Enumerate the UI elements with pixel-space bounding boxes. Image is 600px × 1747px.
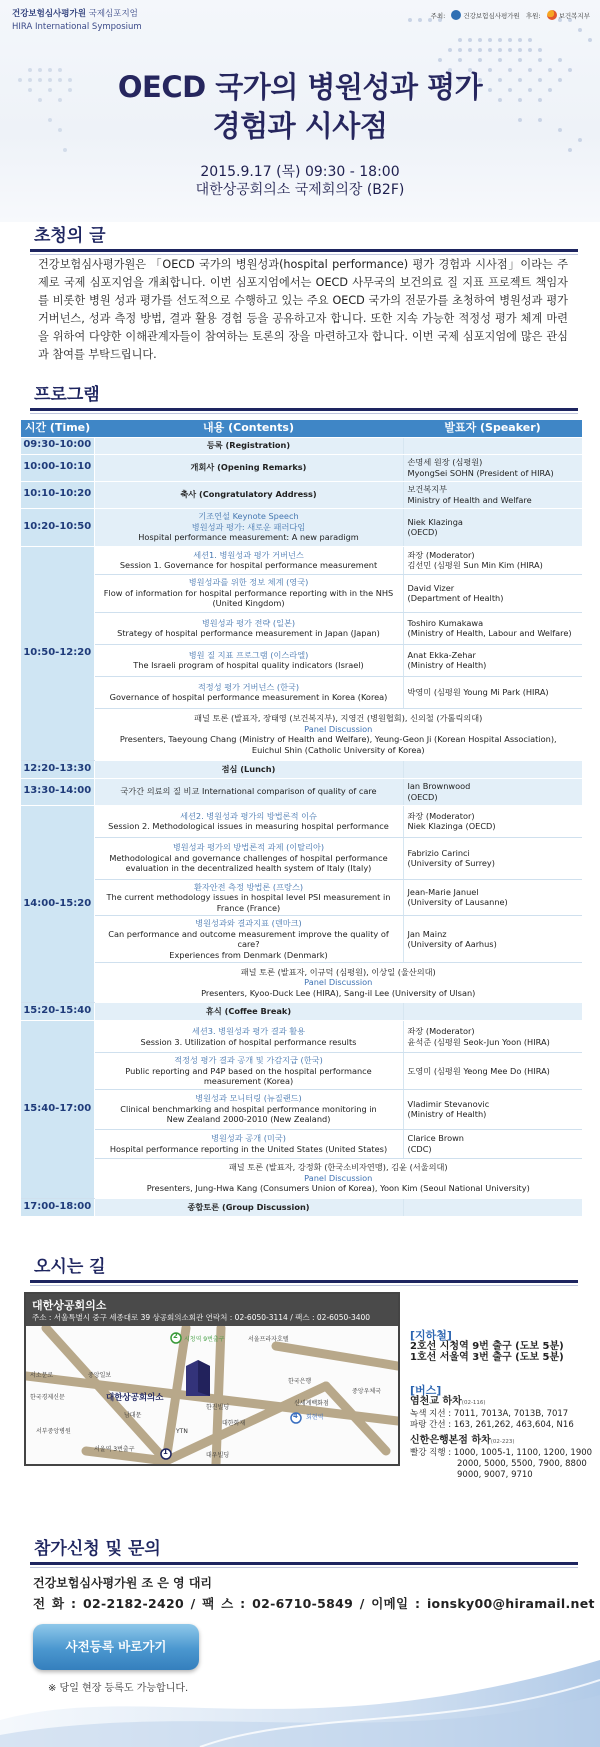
speaker-line: 윤석준 (심평원 Seok-Jun Yoon (HIRA): [407, 1036, 550, 1047]
speaker-line: David Vizer: [407, 582, 455, 593]
map-label: YTN: [176, 1428, 188, 1435]
row-content: [94, 676, 403, 708]
content-line: 병원성과 평가: 새로운 패러다임: [191, 521, 306, 532]
speaker-line: Anat Ekka-Zehar: [407, 649, 476, 660]
row-time: 12:20-13:30: [21, 760, 94, 778]
table-row: [21, 1053, 582, 1090]
map-label: 신세계백화점: [294, 1400, 329, 1407]
speaker-line: Toshiro Kumakawa: [407, 617, 484, 628]
table-row: [21, 805, 582, 837]
program-table-header: [21, 420, 582, 437]
content-line: 병원성과 평가 전략 (일본): [201, 617, 296, 628]
map-label: 서울역 3번출구: [94, 1446, 135, 1453]
speaker-line: 좌장 (Moderator): [407, 1026, 475, 1036]
venue-building-icon: [186, 1360, 210, 1396]
host-label: 주최:: [430, 11, 446, 20]
map-marker-number: 2: [173, 1332, 178, 1340]
speaker-line: (OECD): [407, 527, 438, 537]
map-address: 주소 : 서울특별시 중구 세종대로 39 상공회의소회관 연락처 : 02-6050-3114 / 팩스 : 02-6050-3400: [32, 1313, 371, 1322]
speaker-line: MyongSei SOHN (President of HIRA): [407, 467, 554, 478]
bus-info: [410, 1385, 592, 1481]
table-row: [21, 963, 582, 1003]
content-line: Governance of hospital performance measurement in Korea (Korea): [109, 692, 388, 702]
bus-stop-name: 신한은행본점 하차: [410, 1435, 491, 1446]
content-line: 패널 토론 (발표자, 장태영 (보건복지부), 지영건 (병원협회), 신의철 (가톨릭의대): [194, 713, 483, 723]
invitation-body: 건강보험심사평가원은 「OECD 국가의 병원성과(hospital performance) 평가 경험과 시사점」이라는 주제로 국제 심포지엄을 개최합니다. 이번 심포지엄에서는 OECD 사무국의 보건의료 질 지표 프로젝트 책임자를 비롯한 병원 성과 평가를 선도적으로 수행하고 있는 주요 OECD 국가의 전문가를 초청하여 병원성과 평가 거버넌스, 성과 측정 방법, 결과 활용 경험 등을 공유하고자 합니다. 또한 지속 가능한 적정성 평가 체계 마련을 위하여 다양한 이해관계자들이 참여하는 토론의 장을 마련하고자 합니다. 이번 국제 심포지엄에 많은 관심과 참여를 부탁드립니다.: [38, 258, 568, 361]
speaker-line: Jean-Marie Januel: [407, 886, 479, 897]
content-line: 패널 토론 (발표자, 이규덕 (심평원), 이상일 (울산의대): [240, 966, 436, 977]
content-line: Session 2. Methodological issues in measuring hospital performance: [108, 821, 389, 831]
content-line: Session 3. Utilization of hospital performance results: [140, 1036, 357, 1047]
location-map: [24, 1292, 400, 1466]
content-line: 병원성과와 결과지표 (덴마크): [195, 918, 302, 928]
row-time: 15:20-15:40: [21, 1003, 94, 1021]
content-line: Can performance and outcome measurement improve the quality of care?: [108, 928, 389, 949]
col-contents: 내용 (Contents): [94, 420, 403, 437]
supporter-name: 보건복지부: [558, 11, 590, 20]
row-content: [94, 879, 403, 916]
content-line: 적정성 평가 결과 공개 및 가감지급 (한국): [174, 1055, 323, 1065]
contact-heading-text: 참가신청 및 문의: [34, 1539, 161, 1559]
content-line: Strategy of hospital performance measurement in Japan (Japan): [117, 628, 380, 638]
row-content: [94, 1129, 403, 1158]
content-line: 환자안전 측정 방법론 (프랑스): [193, 881, 304, 892]
speaker-line: Clarice Brown: [407, 1133, 464, 1143]
bus-heading: [버스]: [410, 1384, 442, 1397]
row-content: [94, 1089, 403, 1129]
event-date-venue: [0, 163, 600, 199]
row-speaker: [403, 1021, 582, 1053]
map-label: 한국은행: [288, 1378, 312, 1385]
content-line: 적정성 평가 거버넌스 (한국): [197, 681, 300, 692]
map-label: 회현역: [306, 1414, 324, 1421]
col-speaker: 발표자 (Speaker): [403, 420, 582, 437]
bus-route-line: 9000, 9007, 9710: [457, 1470, 533, 1480]
table-row: [21, 454, 582, 481]
speaker-line: Fabrizio Carinci: [407, 847, 470, 858]
row-time: 13:30-14:00: [21, 778, 94, 805]
col-time: 시간 (Time): [21, 420, 94, 437]
invitation-heading: [30, 222, 578, 252]
bus-stop-code: (02-116): [461, 1400, 486, 1406]
row-content: 국가간 의료의 질 비교 International comparison of quality of care: [94, 778, 403, 805]
speaker-line: Ian Brownwood: [407, 781, 471, 791]
content-line: Panel Discussion: [304, 723, 373, 734]
map-label: 대우빌딩: [206, 1452, 230, 1459]
map-label: 한진빌딩: [206, 1404, 230, 1411]
row-speaker: [403, 805, 582, 837]
table-row: [21, 508, 582, 546]
row-content: 개회사 (Opening Remarks): [94, 454, 403, 481]
content-line: 기조연설 Keynote Speech: [198, 511, 299, 522]
map-label: 중앙일보: [88, 1372, 112, 1379]
table-row: [21, 612, 582, 644]
row-speaker: [403, 916, 582, 963]
speaker-line: (CDC): [407, 1143, 432, 1154]
content-line: Panel Discussion: [304, 977, 373, 988]
content-line: Clinical benchmarking and hospital performance monitoring in: [120, 1103, 377, 1114]
speaker-line: 김선민 (심평원 Sun Min Kim (HIRA): [407, 560, 543, 570]
row-speaker: 박영미 (심평원 Young Mi Park (HIRA): [403, 676, 582, 708]
org-sub-kr: 국제심포지엄: [88, 9, 138, 19]
row-speaker: [403, 644, 582, 676]
table-row: [21, 644, 582, 676]
preregistration-button[interactable]: 사전등록 바로가기: [33, 1624, 199, 1670]
row-speaker: [403, 574, 582, 612]
bus-route-line: 파랑 간선 : 163, 261,262, 463,604, N16: [410, 1420, 574, 1430]
content-line: Presenters, Taeyoung Chang (Ministry of Health and Welfare), Yeung-Geon Ji (Korean Hospital Association),: [119, 734, 557, 744]
row-speaker: [403, 508, 582, 546]
title-line-2: 경험과 시사점: [212, 109, 388, 143]
subway-line: 2호선 시청역 9번 출구 (도보 5분): [410, 1341, 564, 1352]
speaker-line: 손명세 원장 (심평원): [407, 457, 483, 467]
row-speaker: [403, 778, 582, 805]
bus-route-line: 2000, 5000, 5500, 7900, 8800: [457, 1459, 587, 1469]
row-time: 14:00-15:20: [21, 805, 94, 1003]
row-content: [94, 546, 403, 574]
header-banner: [0, 0, 600, 222]
map-marker-number: 4: [293, 1412, 298, 1420]
row-content: [94, 805, 403, 837]
content-line: 세션1. 병원성과 평가 거버넌스: [193, 549, 304, 560]
content-line: 병원성과 공개 (미국): [211, 1133, 286, 1143]
speaker-line: (Ministry of Health): [407, 1109, 487, 1119]
row-time: 10:10-10:20: [21, 481, 94, 508]
content-line: Methodological and governance challenges of hospital performance: [109, 852, 388, 863]
map-venue-label: 대한상공회의소: [106, 1393, 164, 1403]
row-speaker: [403, 1003, 582, 1021]
content-line: 병원성과 모니터링 (뉴질랜드): [195, 1093, 302, 1104]
speaker-line: 좌장 (Moderator): [407, 549, 475, 560]
map-label: 중앙우체국: [352, 1388, 381, 1395]
row-speaker: [403, 1129, 582, 1158]
bus-stop-code: (02-223): [490, 1439, 515, 1445]
mohw-mark-icon: [547, 10, 557, 20]
content-line: 패널 토론 (발표자, 강정화 (한국소비자연맹), 김윤 (서울의대): [228, 1162, 448, 1173]
organizer-logo-text: [12, 8, 142, 34]
bus-route-line: 녹색 지선 : 7011, 7013A, 7013B, 7017: [410, 1409, 569, 1419]
content-line: 병원성과 평가의 방법론적 과제 (이탈리아): [172, 842, 325, 853]
row-time: 17:00-18:00: [21, 1198, 94, 1216]
directions-heading: [30, 1253, 578, 1283]
row-content: 등록 (Registration): [94, 437, 403, 454]
subway-line: 1호선 서울역 3번 출구 (도보 5분): [410, 1352, 564, 1363]
row-speaker: [403, 1198, 582, 1216]
table-row: [21, 708, 582, 760]
row-speaker: [403, 454, 582, 481]
content-line: 세션2. 병원성과 평가의 방법론적 이슈: [180, 810, 317, 821]
table-row: [21, 1003, 582, 1021]
table-row: [21, 760, 582, 778]
content-line: Presenters, Jung-Hwa Kang (Consumers Union of Korea), Yoon Kim (Seoul National University): [146, 1183, 530, 1194]
table-row: [21, 1198, 582, 1216]
onsite-registration-note: ※ 당일 현장 등록도 가능합니다.: [48, 1683, 189, 1694]
map-label: 한국경제신문: [30, 1394, 65, 1401]
content-line: 병원성과를 위한 정보 체계 (영국): [188, 577, 309, 588]
content-line: Hospital performance measurement: A new paradigm: [138, 532, 359, 543]
subway-heading: [지하철]: [410, 1329, 452, 1342]
row-content: [94, 574, 403, 612]
map-label: 서울프라자호텔: [248, 1336, 289, 1343]
row-speaker: [403, 1089, 582, 1129]
content-line: The current methodology issues in hospital level PSI measurement in France (France): [106, 892, 391, 913]
row-speaker: [403, 612, 582, 644]
event-date: 2015.9.17 (목) 09:30 - 18:00: [200, 164, 400, 180]
map-roads-graphic: [26, 1326, 398, 1464]
map-label: 서소문로: [30, 1372, 54, 1379]
map-marker-number: 1: [163, 1448, 168, 1456]
content-line: Panel Discussion: [304, 1172, 373, 1183]
contact-details: 전 화 : 02-2182-2420 / 팩 스 : 02-6710-5849 / 이메일 : ionsky00@hiramail.net: [33, 1596, 595, 1611]
speaker-line: 좌장 (Moderator): [407, 810, 475, 821]
content-line: Session 1. Governance for hospital performance measurement: [119, 560, 378, 570]
row-content: [94, 508, 403, 546]
row-content: [94, 1053, 403, 1090]
panel-discussion: [94, 1158, 582, 1198]
content-line: Euichul Shin (Catholic University of Korea): [251, 744, 425, 755]
table-row: [21, 1158, 582, 1198]
speaker-line: Jan Mainz: [407, 928, 447, 939]
org-name-en: HIRA International Symposium: [12, 22, 142, 32]
bus-route-line: 빨강 직행 : 1000, 1005-1, 1100, 1200, 1900: [410, 1448, 593, 1458]
row-speaker: [403, 837, 582, 879]
map-label: 대한화재: [222, 1420, 246, 1427]
speaker-line: Niek Klazinga: [407, 516, 463, 527]
row-content: [94, 644, 403, 676]
map-header: [26, 1294, 398, 1326]
speaker-line: 보건복지부: [407, 484, 448, 494]
directions-heading-text: 오시는 길: [34, 1257, 106, 1277]
row-time: 10:00-10:10: [21, 454, 94, 481]
map-venue-name: 대한상공회의소: [32, 1299, 107, 1312]
table-row: [21, 676, 582, 708]
sponsor-logos: [431, 10, 590, 20]
content-line: New Zealand 2000-2010 (New Zealand): [166, 1114, 331, 1125]
program-table: [21, 420, 582, 1217]
table-row: [21, 837, 582, 879]
content-line: 세션3. 병원성과 평가 결과 활용: [191, 1026, 306, 1036]
row-content: 휴식 (Coffee Break): [94, 1003, 403, 1021]
content-line: The Israeli program of hospital quality indicators (Israel): [133, 660, 364, 670]
speaker-line: (University of Aarhus): [407, 939, 497, 949]
row-content: [94, 1021, 403, 1053]
row-content: 점심 (Lunch): [94, 760, 403, 778]
row-content: 축사 (Congratulatory Address): [94, 481, 403, 508]
host-name: 건강보험심사평가원: [463, 11, 520, 20]
event-venue: 대한상공회의소 국제회의장 (B2F): [195, 182, 405, 198]
row-content: [94, 837, 403, 879]
content-line: 병원 질 지표 프로그램 (이스라엘): [188, 649, 309, 660]
panel-discussion: [94, 963, 582, 1003]
row-speaker: [403, 760, 582, 778]
hira-mark-icon: [451, 10, 461, 20]
content-line: Hospital performance reporting in the United States (United States): [109, 1143, 388, 1154]
speaker-line: Vladimir Stevanovic: [407, 1098, 490, 1109]
row-time: 10:20-10:50: [21, 508, 94, 546]
content-line: Experiences from Denmark (Denmark): [169, 949, 328, 960]
row-speaker: [403, 481, 582, 508]
hira-logo: [451, 10, 520, 20]
speaker-line: (University of Lausanne): [407, 897, 508, 908]
speaker-line: (Ministry of Health): [407, 660, 487, 670]
content-line: Public reporting and P4P based on the hospital performance measurement (Korea): [125, 1065, 372, 1086]
row-content: 종합토론 (Group Discussion): [94, 1198, 403, 1216]
table-row: [21, 1021, 582, 1053]
table-row: [21, 1129, 582, 1158]
map-label: 남대문: [124, 1412, 142, 1419]
content-line: evaluation in the decentralized health system of Italy (Italy): [125, 863, 372, 874]
row-time: 10:50-12:20: [21, 546, 94, 760]
map-label: 서부중앙병원: [36, 1428, 71, 1435]
table-row: [21, 546, 582, 574]
table-row: [21, 916, 582, 963]
speaker-line: (Ministry of Health, Labour and Welfare): [407, 628, 572, 638]
speaker-line: (Department of Health): [407, 593, 504, 603]
supporter-label: 후원:: [525, 11, 541, 20]
table-row: [21, 879, 582, 916]
row-speaker: [403, 437, 582, 454]
subway-info: [410, 1330, 564, 1363]
row-speaker: 도영미 (심평원 Yeong Mee Do (HIRA): [403, 1053, 582, 1090]
decorative-waves-graphic: [0, 1600, 600, 1747]
bus-stop-name: 염천교 하차: [410, 1396, 462, 1407]
invitation-heading-text: 초청의 글: [34, 226, 106, 246]
table-row: [21, 1089, 582, 1129]
speaker-line: (OECD): [407, 791, 438, 802]
map-label: 시청역 9번출구: [184, 1336, 225, 1343]
contact-heading: [30, 1535, 578, 1565]
row-content: [94, 916, 403, 963]
speaker-line: (University of Surrey): [407, 858, 495, 868]
program-heading-text: 프로그램: [34, 385, 100, 405]
panel-discussion: [94, 708, 582, 760]
table-row: [21, 574, 582, 612]
speaker-line: Ministry of Health and Welfare: [407, 494, 532, 505]
mohw-logo: [547, 10, 590, 20]
title-line-1: OECD 국가의 병원성과 평가: [117, 70, 483, 104]
row-time: 09:30-10:00: [21, 437, 94, 454]
program-heading: [30, 381, 578, 411]
row-content: [94, 612, 403, 644]
row-speaker: [403, 546, 582, 574]
table-row: [21, 437, 582, 454]
speaker-line: Niek Klazinga (OECD): [407, 821, 496, 831]
content-line: (United Kingdom): [212, 598, 285, 609]
contact-person: 건강보험심사평가원 조 은 영 대리: [33, 1576, 213, 1590]
row-speaker: [403, 879, 582, 916]
org-name-kr: 건강보험심사평가원: [12, 9, 86, 19]
table-row: [21, 778, 582, 805]
content-line: Flow of information for hospital performance reporting with in the NHS: [103, 587, 394, 598]
table-row: [21, 481, 582, 508]
row-time: 15:40-17:00: [21, 1021, 94, 1199]
content-line: Presenters, Kyoo-Duck Lee (HIRA), Sang-il Lee (University of Ulsan): [201, 987, 476, 998]
